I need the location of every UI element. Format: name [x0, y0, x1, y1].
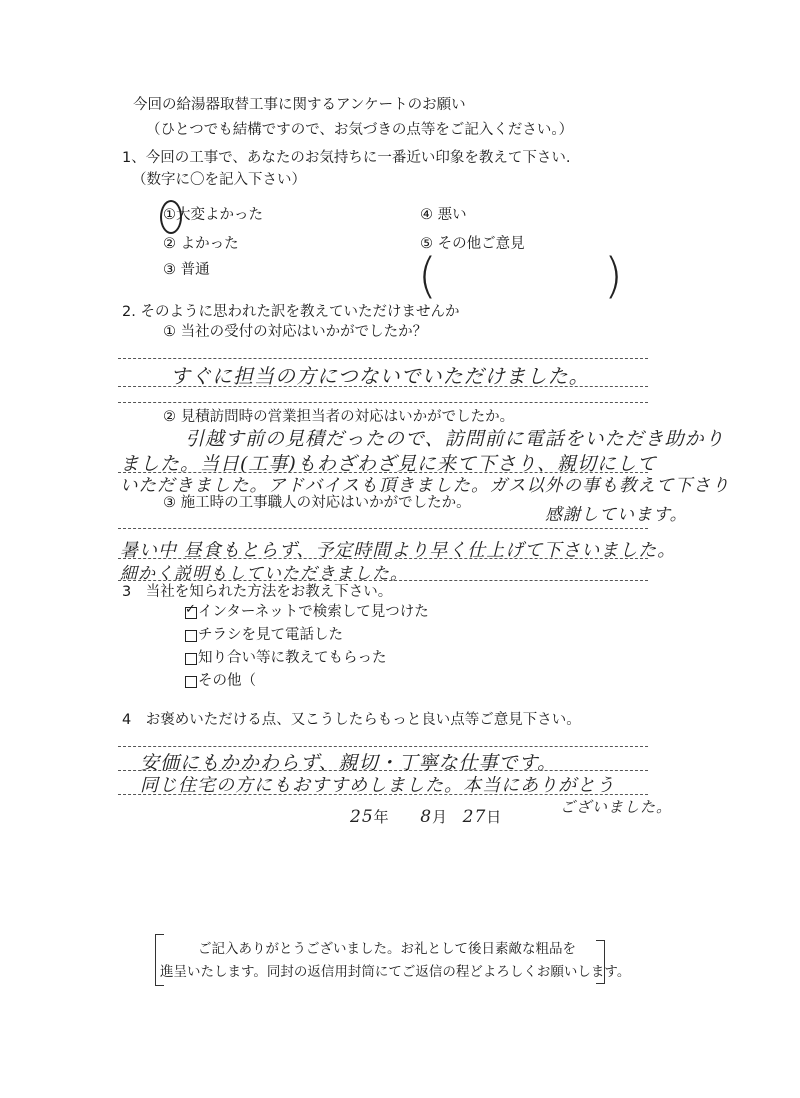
check-mark-icon: ✓	[185, 602, 196, 617]
q3-option-internet: インターネットで検索して見つけた	[198, 604, 429, 620]
q2-answer2-line1[interactable]: 引越す前の見積だったので、訪問前に電話をいただき助かり	[185, 428, 725, 450]
q2-question: 2. そのように思われた訳を教えていただけませんか	[122, 304, 460, 320]
footer-line1: ご記入ありがとうございました。お礼として後日素敵な粗品を	[198, 941, 576, 957]
checkbox-flyer[interactable]	[185, 630, 197, 642]
answer-line	[118, 402, 648, 403]
answer-line	[118, 358, 648, 359]
q2-answer3-line2[interactable]: 細かく説明もしていただきました。	[120, 564, 408, 584]
q4-question: 4 お褒めいただける点、又こうしたらもっと良い点等ご意見下さい。	[122, 712, 581, 728]
answer-line	[118, 746, 648, 747]
q2-sub1: ① 当社の受付の対応はいかがでしたか？	[163, 324, 428, 340]
q1-instruction: （数字に〇を記入下さい）	[132, 172, 306, 188]
survey-subtitle: （ひとつでも結構ですので、お気づきの点等をご記入ください。）	[146, 122, 574, 138]
q2-answer2-line4[interactable]: 感謝しています。	[545, 505, 688, 525]
q3-option-acquaintance: 知り合い等に教えてもらった	[198, 650, 387, 666]
q2-sub3: ③ 施工時の工事職人の対応はいかがでしたか。	[163, 495, 471, 511]
answer-line	[118, 528, 648, 529]
answer-line	[118, 794, 648, 795]
answer-line	[118, 386, 648, 387]
checkbox-acquaintance[interactable]	[185, 653, 197, 665]
q4-answer-line2[interactable]: 同じ住宅の方にもおすすめしました。本当にありがとう	[140, 775, 616, 796]
q2-answer2-line3[interactable]: いただきました。アドバイスも頂きました。ガス以外の事も教えて下さり	[120, 476, 730, 496]
q1-option-4[interactable]: ④ 悪い	[420, 207, 467, 223]
q3-question: 3 当社を知られた方法をお教え下さい。	[122, 584, 393, 600]
q2-answer3-line1[interactable]: 暑い中 昼食もとらず、予定時間より早く仕上げて下さいました。	[120, 540, 677, 561]
q4-answer-line1[interactable]: 安価にもかかわらず、親切・丁寧な仕事です。	[140, 752, 557, 774]
opinion-paren-open: (	[418, 248, 437, 304]
opinion-paren-close: )	[604, 248, 623, 304]
answer-date[interactable]: 25年 8月 27日	[350, 807, 502, 827]
q4-answer-line3[interactable]: ございました。	[560, 798, 673, 816]
footer-line2: 進呈いたします。同封の返信用封筒にてご返信の程どよろしくお願いします。	[160, 964, 631, 980]
q1-question: 1、今回の工事で、あなたのお気持ちに一番近い印象を教えて下さい.	[122, 150, 571, 166]
checkbox-other[interactable]	[185, 676, 197, 688]
q1-option-5[interactable]: ⑤ その他ご意見	[420, 236, 525, 252]
answer-line	[118, 580, 648, 581]
survey-title: 今回の給湯器取替工事に関するアンケートのお願い	[133, 97, 466, 113]
q3-option-flyer: チラシを見て電話した	[198, 627, 343, 643]
q3-option-other: その他（	[198, 673, 256, 689]
q1-option-2[interactable]: ② よかった	[163, 236, 239, 252]
q1-option-3[interactable]: ③ 普通	[163, 262, 210, 278]
q2-answer2-line2[interactable]: ました。当日(工事)もわざわざ見に来て下さり、親切にして	[120, 453, 657, 475]
q2-sub2: ② 見積訪問時の営業担当者の対応はいかがでしたか。	[163, 409, 515, 425]
q2-answer1[interactable]: すぐに担当の方につないでいただけました。	[170, 364, 590, 388]
q1-option-1[interactable]: ①大変よかった	[163, 207, 263, 223]
